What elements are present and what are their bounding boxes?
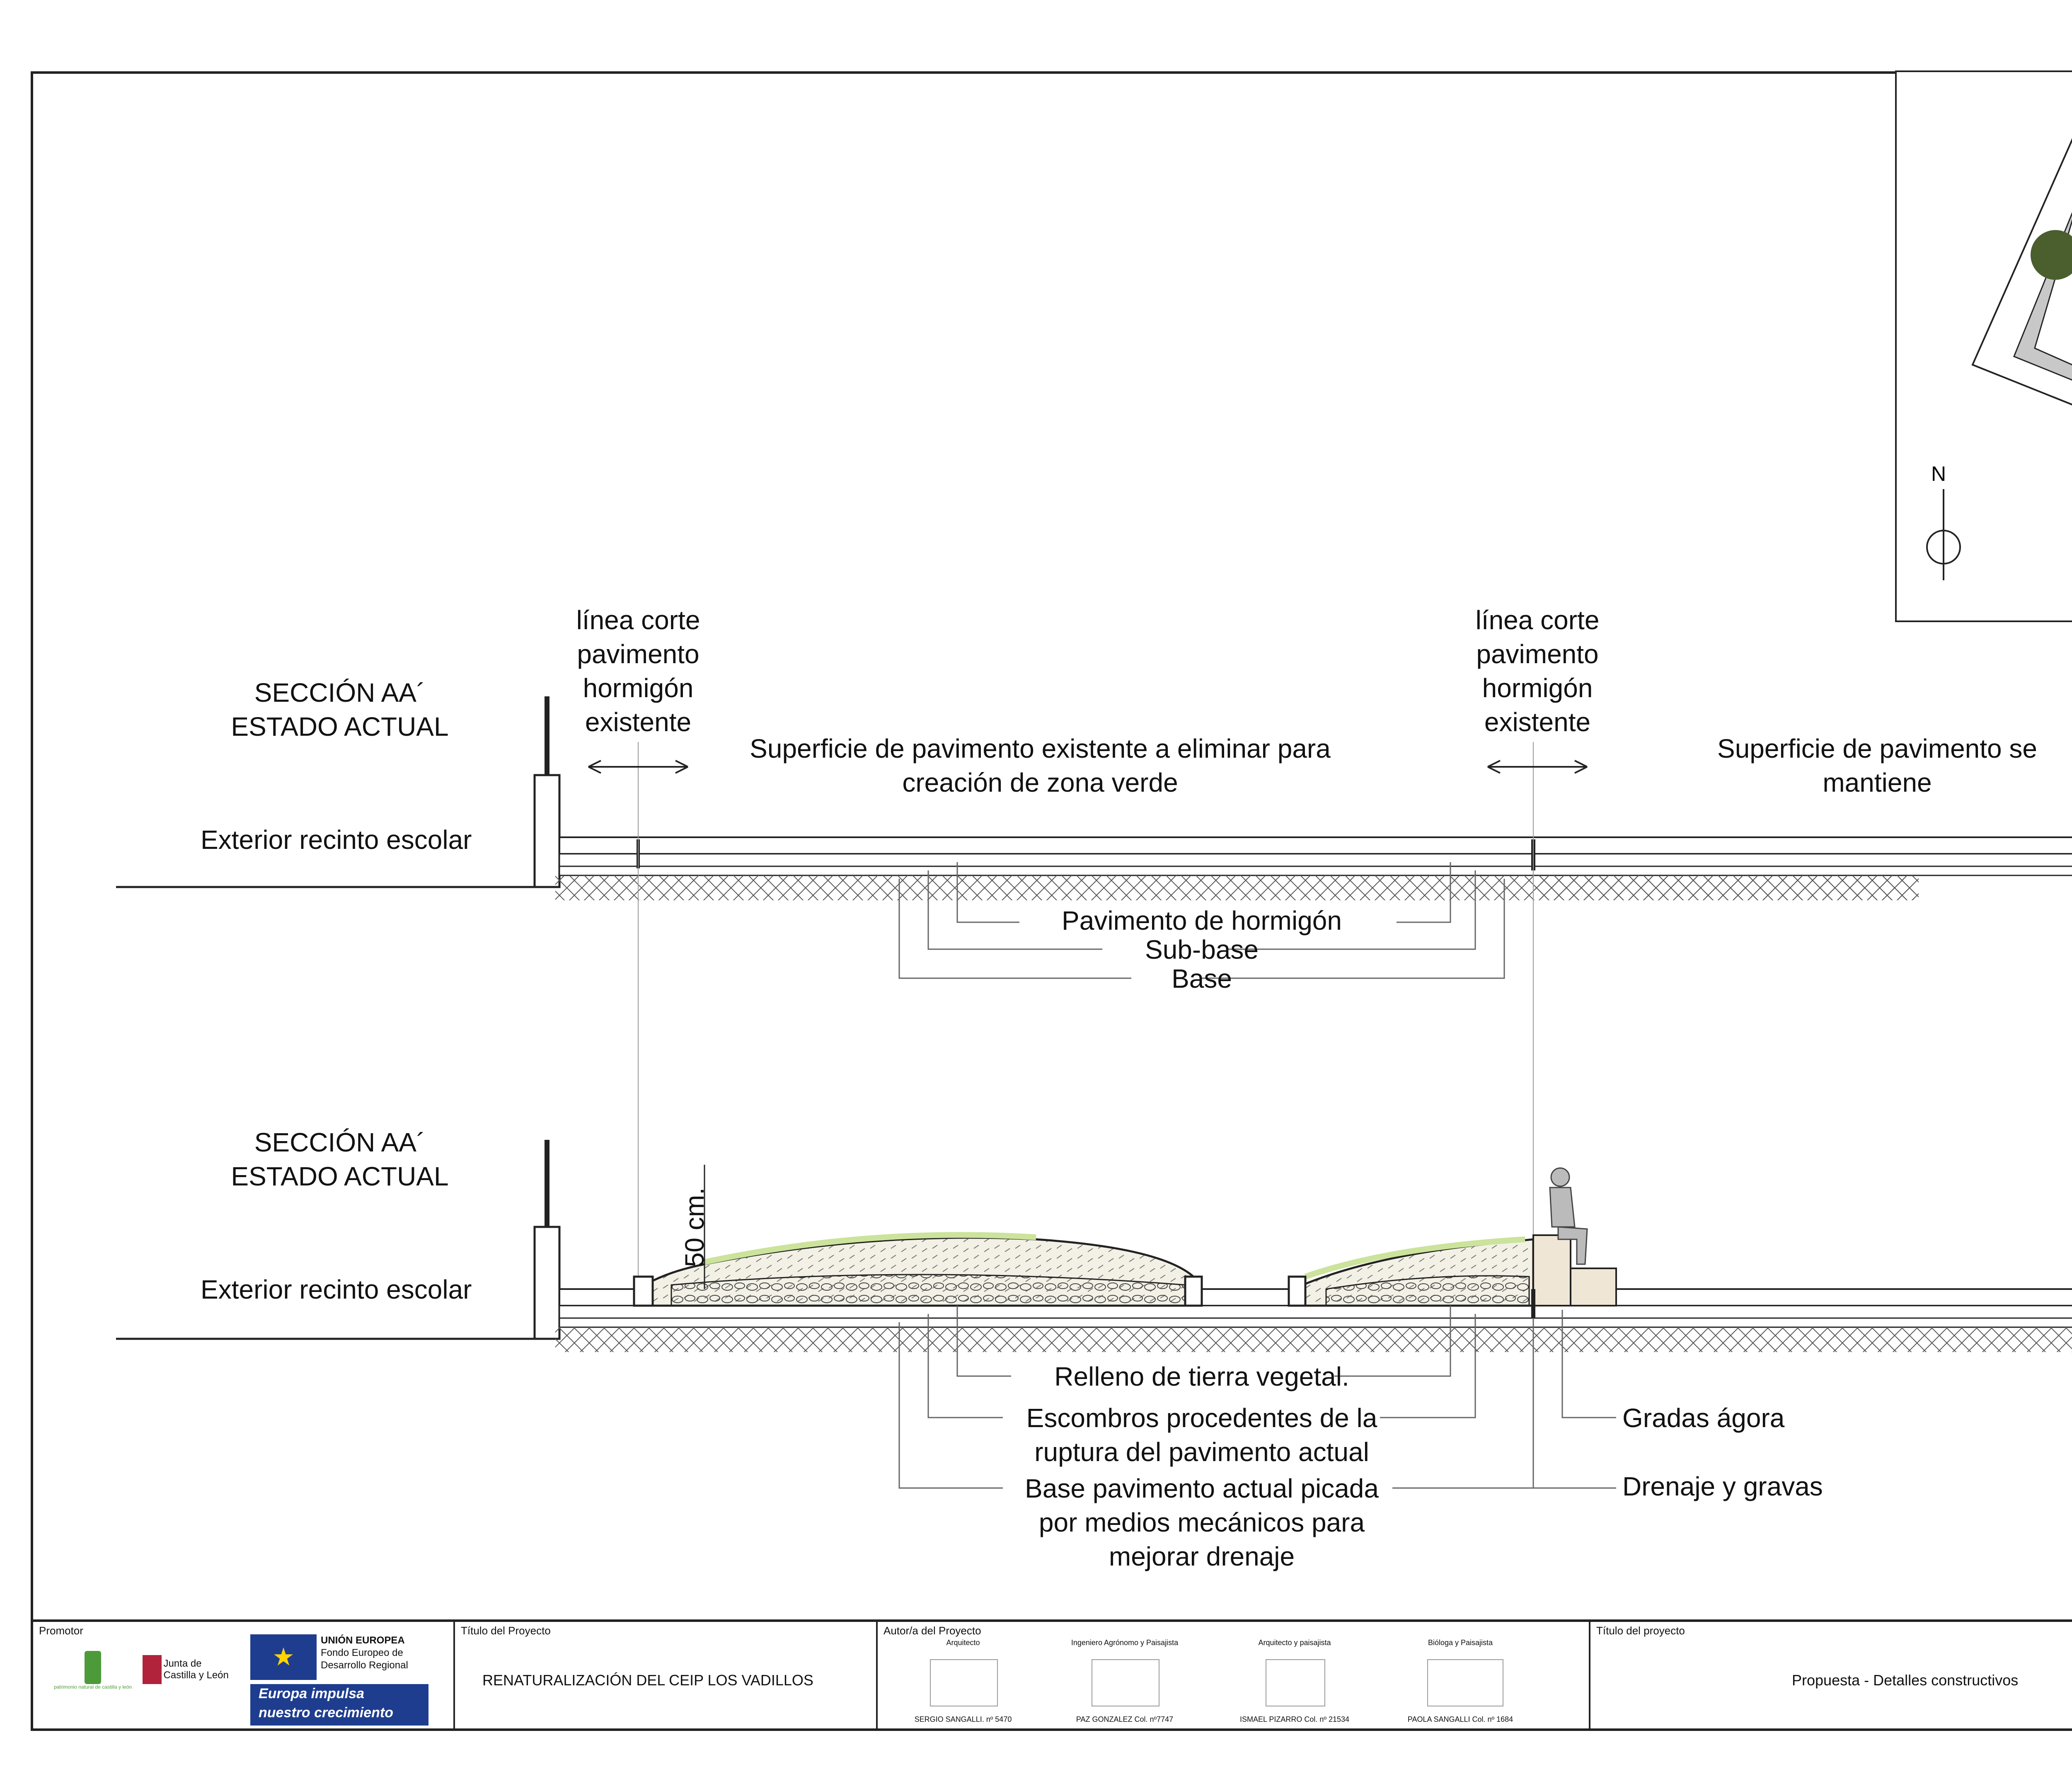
signature-4 — [1427, 1659, 1503, 1706]
layer-label-rubble: Escombros procedentes de la ruptura del pavimento actual — [1026, 1403, 1377, 1467]
layer-label-base: Base — [1172, 964, 1232, 994]
promotor-logo: patrimonio natural de castilla y león — [51, 1651, 134, 1713]
jcyl-logo: Junta de Castilla y León — [143, 1655, 229, 1684]
height-dimension-label: 50 cm. — [680, 1187, 710, 1268]
layer-label-base-broken: Base pavimento actual picada por medios mecánicos para mejorar drenaje — [1025, 1474, 1379, 1571]
site-minimap — [1896, 71, 2072, 621]
title-block: Promotor patrimonio natural de castilla y león Junta de Castilla y León ★ UNIÓN EUROPEA Fondo Europeo de Desarrollo Regional Europa impulsa nuestro crecimiento Título del Proyecto RENATURALIZACIÓN DEL CEIP LOS VADILLOS Autor/a del Proyecto Arquitecto Ingeniero Agrónomo y Paisajista Arquitecto y paisajista Bióloga y Paisajista SERGIO SANGALLI. nº 5470 PAZ GONZALEZ Col. nº7747 ISMAEL PIZARRO Col. nº 21534 PAOLA SANGALLI Col. nº 1684 Título del proyecto Propuesta - Detalles constructivos — [31, 1619, 2072, 1731]
promotor-label: Promotor — [39, 1624, 83, 1637]
section-top-title: SECCIÓN AA´ ESTADO ACTUAL — [231, 678, 449, 742]
authors-label: Autor/a del Proyecto — [884, 1624, 981, 1637]
layer-label-subbase: Sub-base — [1145, 935, 1259, 965]
drainage-label: Drenaje y gravas — [1622, 1471, 1823, 1501]
project-title-label: Título del Proyecto — [461, 1624, 551, 1637]
signature-2 — [1092, 1659, 1159, 1706]
author-2-role: Ingeniero Agrónomo y Paisajista — [1071, 1638, 1179, 1647]
layer-label-topsoil: Relleno de tierra vegetal. — [1054, 1362, 1349, 1391]
section-bottom-title: SECCIÓN AA´ ESTADO ACTUAL — [231, 1127, 449, 1191]
agora-steps-label: Gradas ágora — [1622, 1403, 1785, 1433]
signature-3 — [1266, 1659, 1325, 1706]
drawing-title: Propuesta - Detalles constructivos — [1792, 1672, 2019, 1689]
outside-label-top: Exterior recinto escolar — [201, 825, 472, 855]
keep-surface-label: Superficie de pavimento se mantiene — [1717, 734, 2037, 797]
author-4-role: Bióloga y Paisajista — [1428, 1638, 1493, 1647]
eu-flag: ★ — [250, 1634, 317, 1680]
north-label: N — [1931, 462, 1946, 485]
remove-surface-label: Superficie de pavimento existente a eliminar para creación de zona verde — [750, 734, 1331, 797]
eu-slogan: Europa impulsa nuestro crecimiento — [250, 1684, 428, 1726]
project-title: RENATURALIZACIÓN DEL CEIP LOS VADILLOS — [482, 1672, 813, 1689]
layer-label-pavement: Pavimento de hormigón — [1062, 906, 1342, 936]
signature-1 — [930, 1659, 998, 1706]
fence-post-bottom — [535, 1227, 559, 1339]
author-1-role: Arquitecto — [946, 1638, 980, 1647]
cut-line-left-label: línea corte pavimento hormigón existente — [576, 605, 700, 737]
cut-arrow-right — [1488, 761, 1587, 773]
fence-post-top — [535, 775, 559, 887]
author-3-role: Arquitecto y paisajista — [1258, 1638, 1331, 1647]
agora-steps — [1533, 1235, 1571, 1306]
drawing-title-label: Título del proyecto — [1596, 1624, 1685, 1637]
outside-label-bottom: Exterior recinto escolar — [201, 1275, 472, 1304]
cut-line-right-label: línea corte pavimento hormigón existente — [1475, 605, 1600, 737]
